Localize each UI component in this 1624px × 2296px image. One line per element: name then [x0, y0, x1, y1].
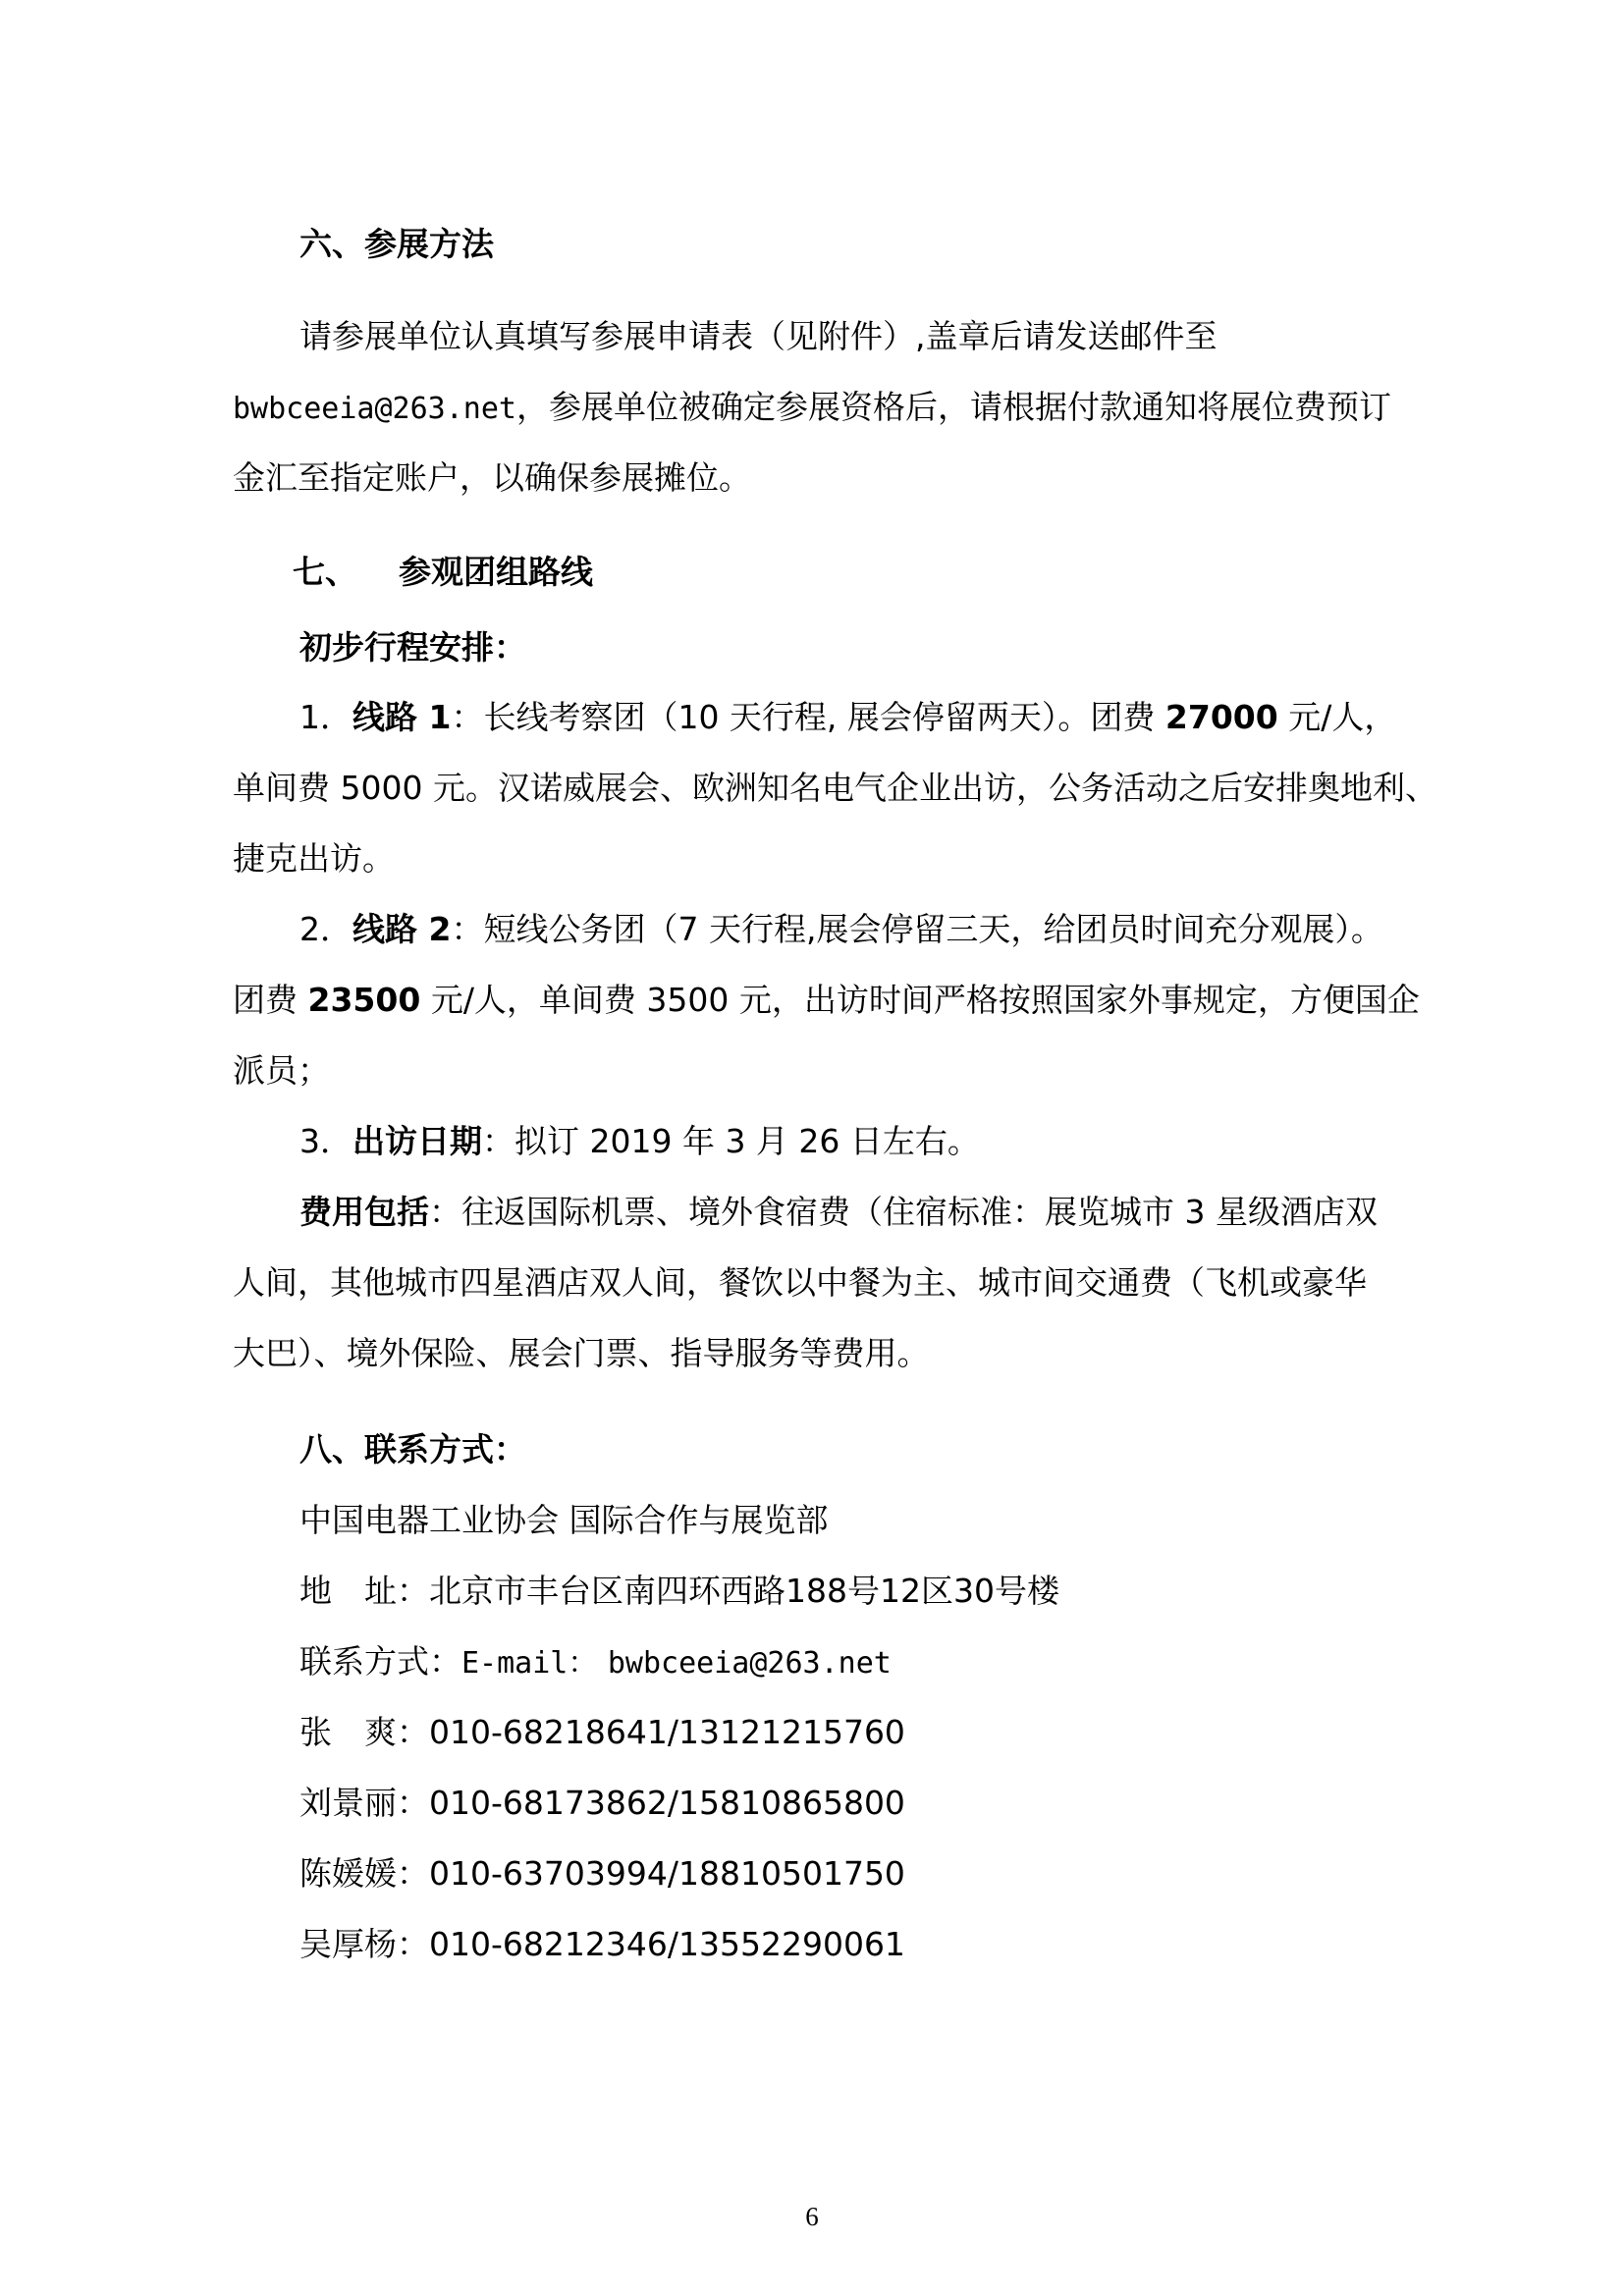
contact-name: 张 爽： — [299, 1713, 429, 1751]
route-2-line-1: 2．线路 2：短线公务团（7 天行程,展会停留三天，给团员时间充分观展）。 — [299, 910, 1383, 948]
address-value: 北京市丰台区南四环西路188号12区30号楼 — [429, 1572, 1059, 1610]
contact-row — [299, 1854, 905, 1893]
section-6-paragraph-line-1: 请参展单位认真填写参展申请表（见附件）,盖章后请发送邮件至 — [299, 317, 1218, 355]
contact-row — [299, 1784, 905, 1822]
contact-name: 吴厚杨： — [299, 1925, 429, 1963]
fees-line-3: 大巴）、境外保险、展会门票、指导服务等费用。 — [233, 1334, 930, 1372]
route-2-line-3: 派员； — [233, 1051, 330, 1090]
route-2-line-2: 团费 23500 元/人，单间费 3500 元，出访时间严格按照国家外事规定，方便国企 — [233, 981, 1420, 1019]
itinerary-subheading: 初步行程安排： — [299, 628, 526, 667]
fees-label: 费用包括 — [299, 1193, 429, 1231]
route-2-label: 线路 2 — [352, 910, 452, 948]
contact-name: 陈媛媛： — [299, 1854, 429, 1893]
section-8-heading: 八、联系方式： — [299, 1430, 526, 1468]
email-link[interactable]: bwbceeia@263.net — [233, 392, 516, 426]
contact-row — [299, 1925, 905, 1963]
contact-phone: 010-68173862/15810865800 — [429, 1784, 905, 1822]
route-1-line-2: 单间费 5000 元。汉诺威展会、欧洲知名电气企业出访，公务活动之后安排奥地利、 — [233, 769, 1437, 807]
visit-date-label: 出访日期 — [352, 1122, 482, 1160]
section-6-heading: 六、参展方法 — [299, 225, 494, 263]
contact-email-line: 联系方式：E-mail： bwbceeia@263.net — [299, 1642, 892, 1681]
fees-line-2: 人间，其他城市四星酒店双人间，餐饮以中餐为主、城市间交通费（飞机或豪华 — [233, 1263, 1367, 1302]
section-7-heading: 七、 参观团组路线 — [293, 553, 593, 591]
route-1-line-1: 1．线路 1：长线考察团（10 天行程, 展会停留两天）。团费 27000 元/人， — [299, 698, 1397, 736]
route-2-price: 23500 — [307, 981, 421, 1019]
contact-phone: 010-63703994/18810501750 — [429, 1854, 905, 1893]
visit-date-line: 3．出访日期：拟订 2019 年 3 月 26 日左右。 — [299, 1122, 980, 1160]
address-line: 地 址：北京市丰台区南四环西路188号12区30号楼 — [299, 1572, 1059, 1610]
contact-row — [299, 1713, 905, 1751]
contact-email-link[interactable]: bwbceeia@263.net — [607, 1646, 892, 1681]
contact-phone: 010-68212346/13552290061 — [429, 1925, 905, 1963]
route-1-price: 27000 — [1164, 698, 1278, 736]
section-6-paragraph-line-3: 金汇至指定账户，以确保参展摊位。 — [233, 458, 751, 497]
route-1-label: 线路 1 — [352, 698, 452, 736]
contact-name: 刘景丽： — [299, 1784, 429, 1822]
page-number: 6 — [805, 2202, 819, 2231]
route-1-line-3: 捷克出访。 — [233, 839, 395, 878]
organization-name: 中国电器工业协会 国际合作与展览部 — [299, 1501, 829, 1539]
fees-line-1: 费用包括：往返国际机票、境外食宿费（住宿标准：展览城市 3 星级酒店双 — [299, 1193, 1378, 1231]
section-6-paragraph-line-2: bwbceeia@263.net，参展单位被确定参展资格后，请根据付款通知将展位费预订 — [233, 388, 1391, 426]
contact-phone: 010-68218641/13121215760 — [429, 1713, 905, 1751]
